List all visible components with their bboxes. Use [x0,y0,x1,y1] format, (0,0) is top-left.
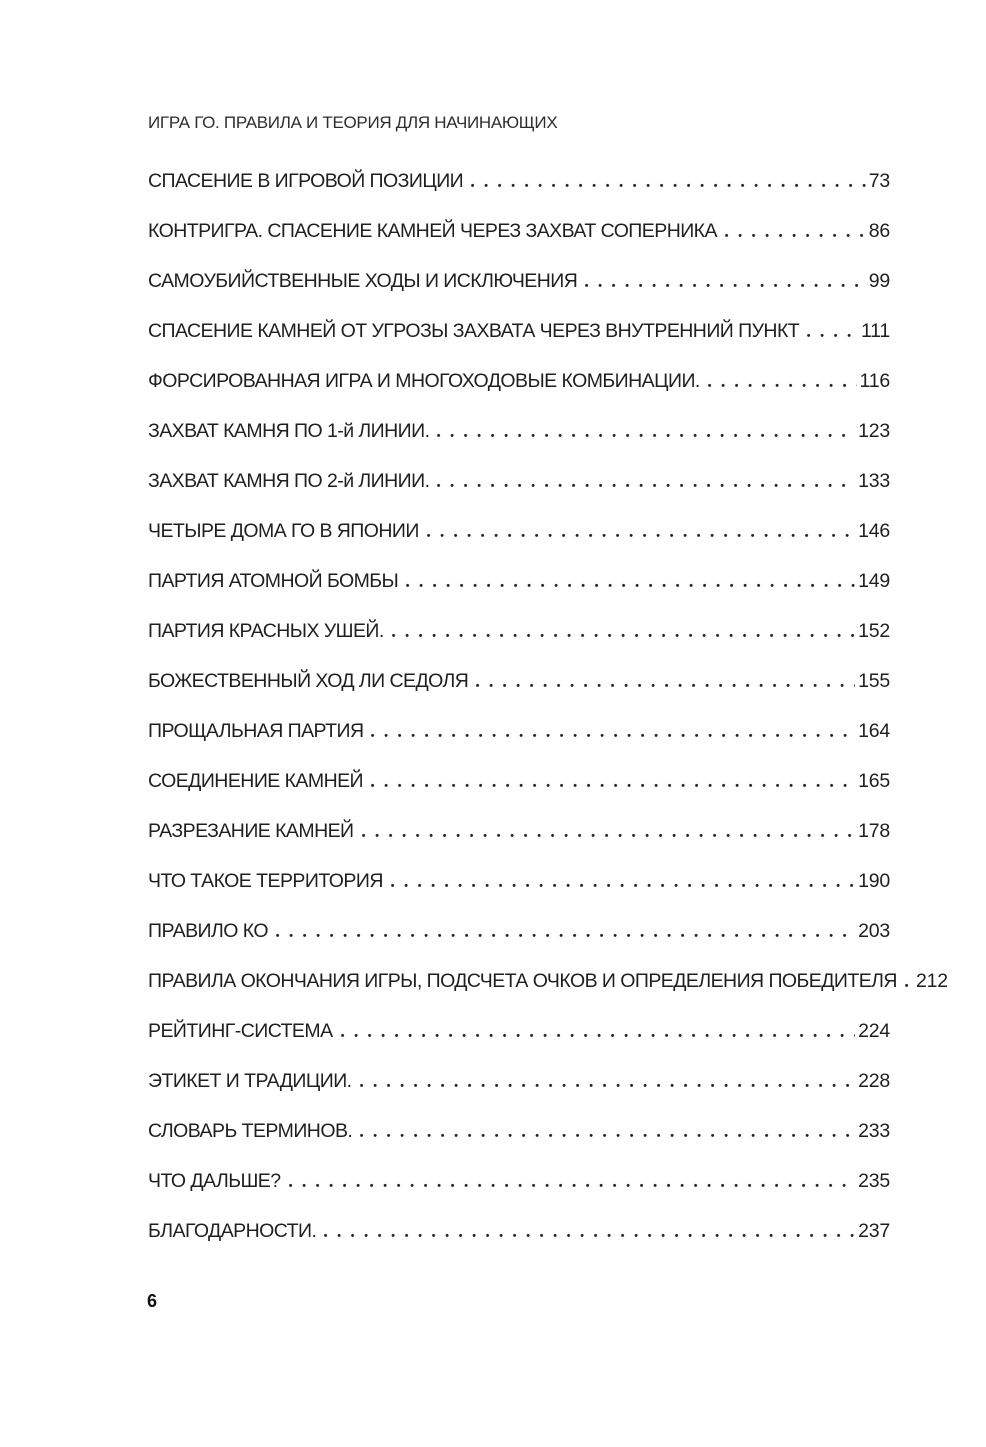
toc-entry-page-number: 228 [858,1070,890,1092]
toc-entry-title: ЗАХВАТ КАМНЯ ПО 2-й ЛИНИИ. [148,470,430,492]
toc-entry-page-number: 133 [858,470,890,492]
toc-entry [148,656,890,706]
toc-entry-title: ЧЕТЫРЕ ДОМА ГО В ЯПОНИИ [148,520,419,542]
toc-entry-title: РАЗРЕЗАНИЕ КАМНЕЙ [148,820,354,842]
toc-entry-page-number: 86 [868,220,890,242]
toc-entry-title: БЛАГОДАРНОСТИ. [148,1220,317,1242]
toc-entry-page-number: 165 [858,770,890,792]
toc-entry-title: РЕЙТИНГ-СИСТЕМА [148,1020,333,1042]
dot-leader [437,433,855,437]
toc-entry-title: ПАРТИЯ КРАСНЫХ УШЕЙ. [148,620,384,642]
toc-entry-title: ПАРТИЯ АТОМНОЙ БОМБЫ [148,570,399,592]
toc-entry-page-number: 178 [858,820,890,842]
toc-entry [148,756,890,806]
toc-entry-page-number: 111 [860,320,890,342]
toc-entry-title: ЭТИКЕТ И ТРАДИЦИИ. [148,1070,352,1092]
toc-entry [148,606,890,656]
toc-entry [148,1056,890,1106]
toc-entry-page-number: 203 [858,920,890,942]
toc-entry [148,356,890,406]
toc-entry-title: САМОУБИЙСТВЕННЫЕ ХОДЫ И ИСКЛЮЧЕНИЯ [148,270,578,292]
toc-entry-title: КОНТРИГРА. СПАСЕНИЕ КАМНЕЙ ЧЕРЕЗ ЗАХВАТ СОПЕРНИКА [148,220,717,242]
toc-entry [148,156,890,206]
toc-entry [148,906,890,956]
toc-entry-page-number: 146 [858,520,890,542]
toc-entry-page-number: 99 [868,270,890,292]
toc-entry-page-number: 116 [859,370,890,392]
toc-entry [148,956,948,1006]
toc-entry-page-number: 212 [915,970,948,992]
toc-entry [148,706,890,756]
toc-entry-page-number: 155 [858,670,890,692]
toc-entry-title: ПРАВИЛА ОКОНЧАНИЯ ИГРЫ, ПОДСЧЕТА ОЧКОВ И ОПРЕДЕЛЕНИЯ ПОБЕДИТЕЛЯ [148,970,897,992]
toc-entry [148,1106,890,1156]
toc-entry-title: ЧТО ДАЛЬШЕ? [148,1170,281,1192]
toc-entry-page-number: 235 [858,1170,890,1192]
dot-leader [360,1133,855,1137]
toc-entry [148,1006,890,1056]
dot-leader [391,883,855,887]
running-header: ИГРА ГО. ПРАВИЛА И ТЕОРИЯ ДЛЯ НАЧИНАЮЩИХ [148,113,558,132]
toc-entry-page-number: 190 [858,870,890,892]
dot-leader [341,1033,856,1037]
dot-leader [807,333,858,337]
toc-entry-title: СПАСЕНИЕ В ИГРОВОЙ ПОЗИЦИИ [148,170,464,192]
dot-leader [437,483,855,487]
dot-leader [276,933,855,937]
dot-leader [392,633,855,637]
toc-entry-page-number: 233 [858,1120,890,1142]
dot-leader [360,1083,856,1087]
toc-entry-title: ПРАВИЛО КО [148,920,268,942]
toc-entry [148,1206,890,1256]
dot-leader [406,583,855,587]
toc-entry [148,406,890,456]
toc-entry [148,556,890,606]
toc-entry-page-number: 73 [868,170,890,192]
toc-entry-title: ПРОЩАЛЬНАЯ ПАРТИЯ [148,720,364,742]
toc-entry [148,506,890,556]
toc-entry-title: БОЖЕСТВЕННЫЙ ХОД ЛИ СЕДОЛЯ [148,670,469,692]
dot-leader [362,833,856,837]
dot-leader [289,1183,856,1187]
dot-leader [324,1233,855,1237]
table-of-contents [148,156,948,1256]
toc-entry [148,456,890,506]
dot-leader [585,283,865,287]
toc-entry-title: ФОРСИРОВАННАЯ ИГРА И МНОГОХОДОВЫЕ КОМБИНАЦИИ. [148,370,700,392]
toc-entry-title: ЧТО ТАКОЕ ТЕРРИТОРИЯ [148,870,383,892]
toc-entry-page-number: 237 [858,1220,890,1242]
toc-entry [148,206,890,256]
dot-leader [708,383,857,387]
dot-leader [725,233,866,237]
toc-entry [148,856,890,906]
page-number: 6 [147,1291,158,1311]
toc-entry [148,256,890,306]
toc-entry [148,306,890,356]
toc-entry-title: СПАСЕНИЕ КАМНЕЙ ОТ УГРОЗЫ ЗАХВАТА ЧЕРЕЗ ВНУТРЕННИЙ ПУНКТ [148,320,800,342]
toc-entry-page-number: 224 [858,1020,890,1042]
toc-entry-page-number: 152 [858,620,890,642]
dot-leader [371,733,855,737]
toc-entry-page-number: 149 [858,570,890,592]
toc-entry [148,1156,890,1206]
toc-entry-title: СЛОВАРЬ ТЕРМИНОВ. [148,1120,353,1142]
toc-entry-title: СОЕДИНЕНИЕ КАМНЕЙ [148,770,364,792]
toc-entry-title: ЗАХВАТ КАМНЯ ПО 1-й ЛИНИИ. [148,420,430,442]
dot-leader [905,983,913,987]
dot-leader [427,533,855,537]
toc-entry [148,806,890,856]
dot-leader [371,783,855,787]
dot-leader [476,683,855,687]
toc-entry-page-number: 164 [858,720,890,742]
dot-leader [471,183,866,187]
toc-entry-page-number: 123 [858,420,890,442]
